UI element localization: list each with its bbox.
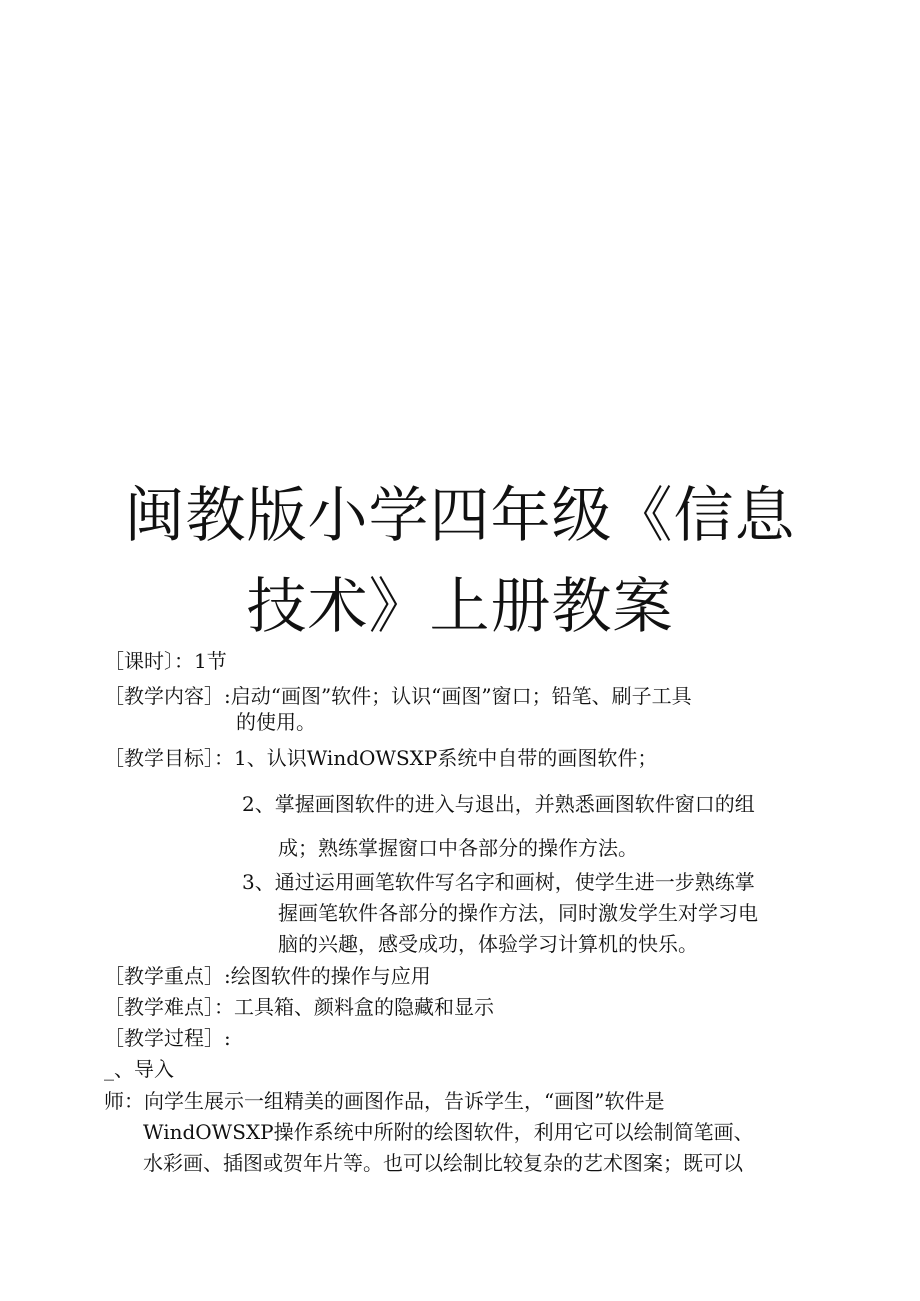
- teacher-paragraph-line-3: 水彩画、插图或贺年片等。也可以绘制比较复杂的艺术图案；既可以: [143, 1151, 743, 1175]
- teaching-difficulty: ［教学难点］：工具箱、颜料盒的隐藏和显示: [104, 995, 494, 1019]
- document-title-line-1: 闽教版小学四年级《信息: [124, 481, 796, 551]
- teaching-goal-1: ［教学目标］：1、认识WindOWSXP系统中自带的画图软件；: [104, 746, 658, 770]
- teaching-goal-3-cont-2: 脑的兴趣，感受成功，体验学习计算机的快乐。: [278, 932, 698, 956]
- teaching-goal-2: 2、掌握画图软件的进入与退出，并熟悉画图软件窗口的组: [242, 792, 755, 816]
- teacher-paragraph-line-2: WindOWSXP操作系统中所附的绘图软件，利用它可以绘制简笔画、: [143, 1120, 754, 1144]
- teaching-goal-2-cont: 成；熟练掌握窗口中各部分的操作方法。: [278, 836, 638, 860]
- teaching-process: ［教学过程］:: [104, 1026, 231, 1050]
- lesson-duration: ［课时〕：1节: [104, 649, 227, 673]
- teaching-content: ［教学内容］:启动“画图”软件；认识“画图”窗口；铅笔、刷子工具: [104, 684, 692, 708]
- section-intro: _、导入: [104, 1057, 174, 1081]
- teaching-goal-3-cont-1: 握画笔软件各部分的操作方法，同时激发学生对学习电: [278, 901, 758, 925]
- teaching-key-point: ［教学重点］:绘图软件的操作与应用: [104, 964, 431, 988]
- teaching-content-cont: 的使用。: [236, 710, 316, 734]
- teaching-goal-3: 3、通过运用画笔软件写名字和画树，使学生进一步熟练掌: [242, 870, 755, 894]
- document-title-line-2: 技术》上册教案: [246, 572, 674, 642]
- teacher-paragraph-line-1: 师：向学生展示一组精美的画图作品，告诉学生，“画图”软件是: [104, 1089, 665, 1113]
